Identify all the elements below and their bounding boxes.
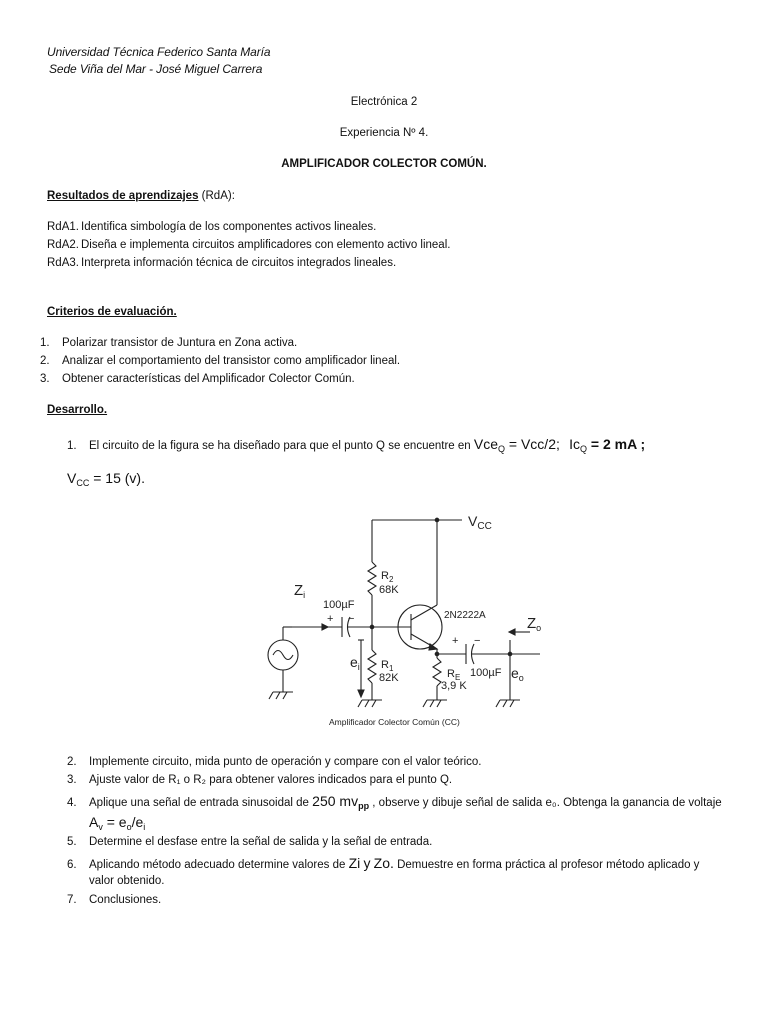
university-name: Universidad Técnica Federico Santa María [47, 45, 271, 59]
r1-label: $R_1$ [381, 659, 394, 673]
criterios-heading: Criterios de evaluación. [47, 306, 177, 318]
zo-label: $Z_o$ [527, 615, 542, 633]
rda-text: Identifica simbología de los componentes activos lineales. [81, 221, 377, 233]
r2-value: 68K [379, 584, 399, 596]
rda-code: RdA2. [47, 239, 79, 251]
r1-value: 82K [379, 672, 399, 684]
cout-minus: − [474, 635, 481, 647]
criterio-number: 3. [40, 373, 50, 385]
document-title: AMPLIFICADOR COLECTOR COMÚN. [281, 158, 487, 170]
transistor-label: 2N2222A [444, 610, 486, 621]
rda-code: RdA1. [47, 221, 79, 233]
cout-label: 100µF [470, 667, 502, 679]
vcc-value: $V_{CC} = 15$ (v). [67, 470, 145, 488]
criterio-text: Polarizar transistor de Juntura en Zona activa. [62, 337, 298, 349]
criterio-text: Analizar el comportamiento del transistor como amplificador lineal. [62, 355, 401, 367]
ei-label: $e_i$ [350, 654, 360, 672]
step-text: El circuito de la figura se ha diseñado para que el punto Q se encuentre en [89, 440, 471, 452]
desarrollo-heading: Desarrollo. [47, 404, 108, 416]
re-label: $R_E$ [447, 668, 461, 682]
step-number: 1. [67, 440, 77, 452]
circuit-caption: Amplificador Colector Común (CC) [329, 717, 460, 727]
rda-heading-label: Resultados de aprendizajes [47, 190, 199, 202]
gain-formula: $A_v = e_o/e_i$ [89, 814, 146, 832]
zi-label: $Z_i$ [294, 582, 306, 600]
experience-number: Experiencia Nº 4. [339, 127, 429, 139]
ic-condition: $Ic_Q = 2$ mA ; [569, 436, 646, 454]
rda-text: Diseña e implementa circuitos amplificadores con elemento activo lineal. [81, 239, 451, 251]
step-3: 3. Ajuste valor de R₁ o R₂ para obtener valores indicados para el punto Q. [67, 774, 453, 786]
step-7: 7. Conclusiones. [67, 894, 162, 906]
re-value: 3,9 K [441, 680, 467, 692]
rda-code: RdA3. [47, 257, 79, 269]
criterio-number: 2. [40, 355, 50, 367]
vcc-label: $V_{CC}$ [468, 513, 492, 532]
step-2: 2. Implemente circuito, mida punto de operación y compare con el valor teórico. [67, 756, 482, 768]
step-5: 5. Determine el desfase entre la señal de salida y la señal de entrada. [67, 836, 433, 848]
rda-text: Interpreta información técnica de circuitos integrados lineales. [81, 257, 397, 269]
step-6: 6. Aplicando método adecuado determine valores de Zi y Zo. Demuestre en forma práctica al profesor método aplicado y [67, 855, 700, 871]
r2-label: $R_2$ [381, 570, 394, 584]
criterio-text: Obtener características del Amplificador Colector Común. [62, 373, 355, 385]
criterio-number: 1. [40, 337, 50, 349]
campus-name: Sede Viña del Mar - José Miguel Carrera [49, 62, 263, 76]
cout-plus: + [452, 635, 459, 647]
cin-plus: + [327, 613, 334, 625]
step-4: 4. Aplique una señal de entrada sinusoidal de 250 $mv_{pp}$ , observe y dibuje señal de salida e₀. Obtenga la ganancia de voltaje [67, 793, 722, 811]
cin-minus: − [348, 613, 355, 625]
vce-condition: Vce$_Q$ = Vcc/2; [473, 436, 560, 454]
input-amplitude: 250 $mv_{pp}$ [312, 793, 370, 811]
rda-heading-suffix: (RdA): [201, 190, 235, 202]
course-name: Electrónica 2 [350, 96, 418, 108]
eo-label: $e_o$ [511, 665, 524, 683]
step-6-continued: valor obtenido. [89, 875, 165, 887]
cin-label: 100µF [323, 599, 355, 611]
